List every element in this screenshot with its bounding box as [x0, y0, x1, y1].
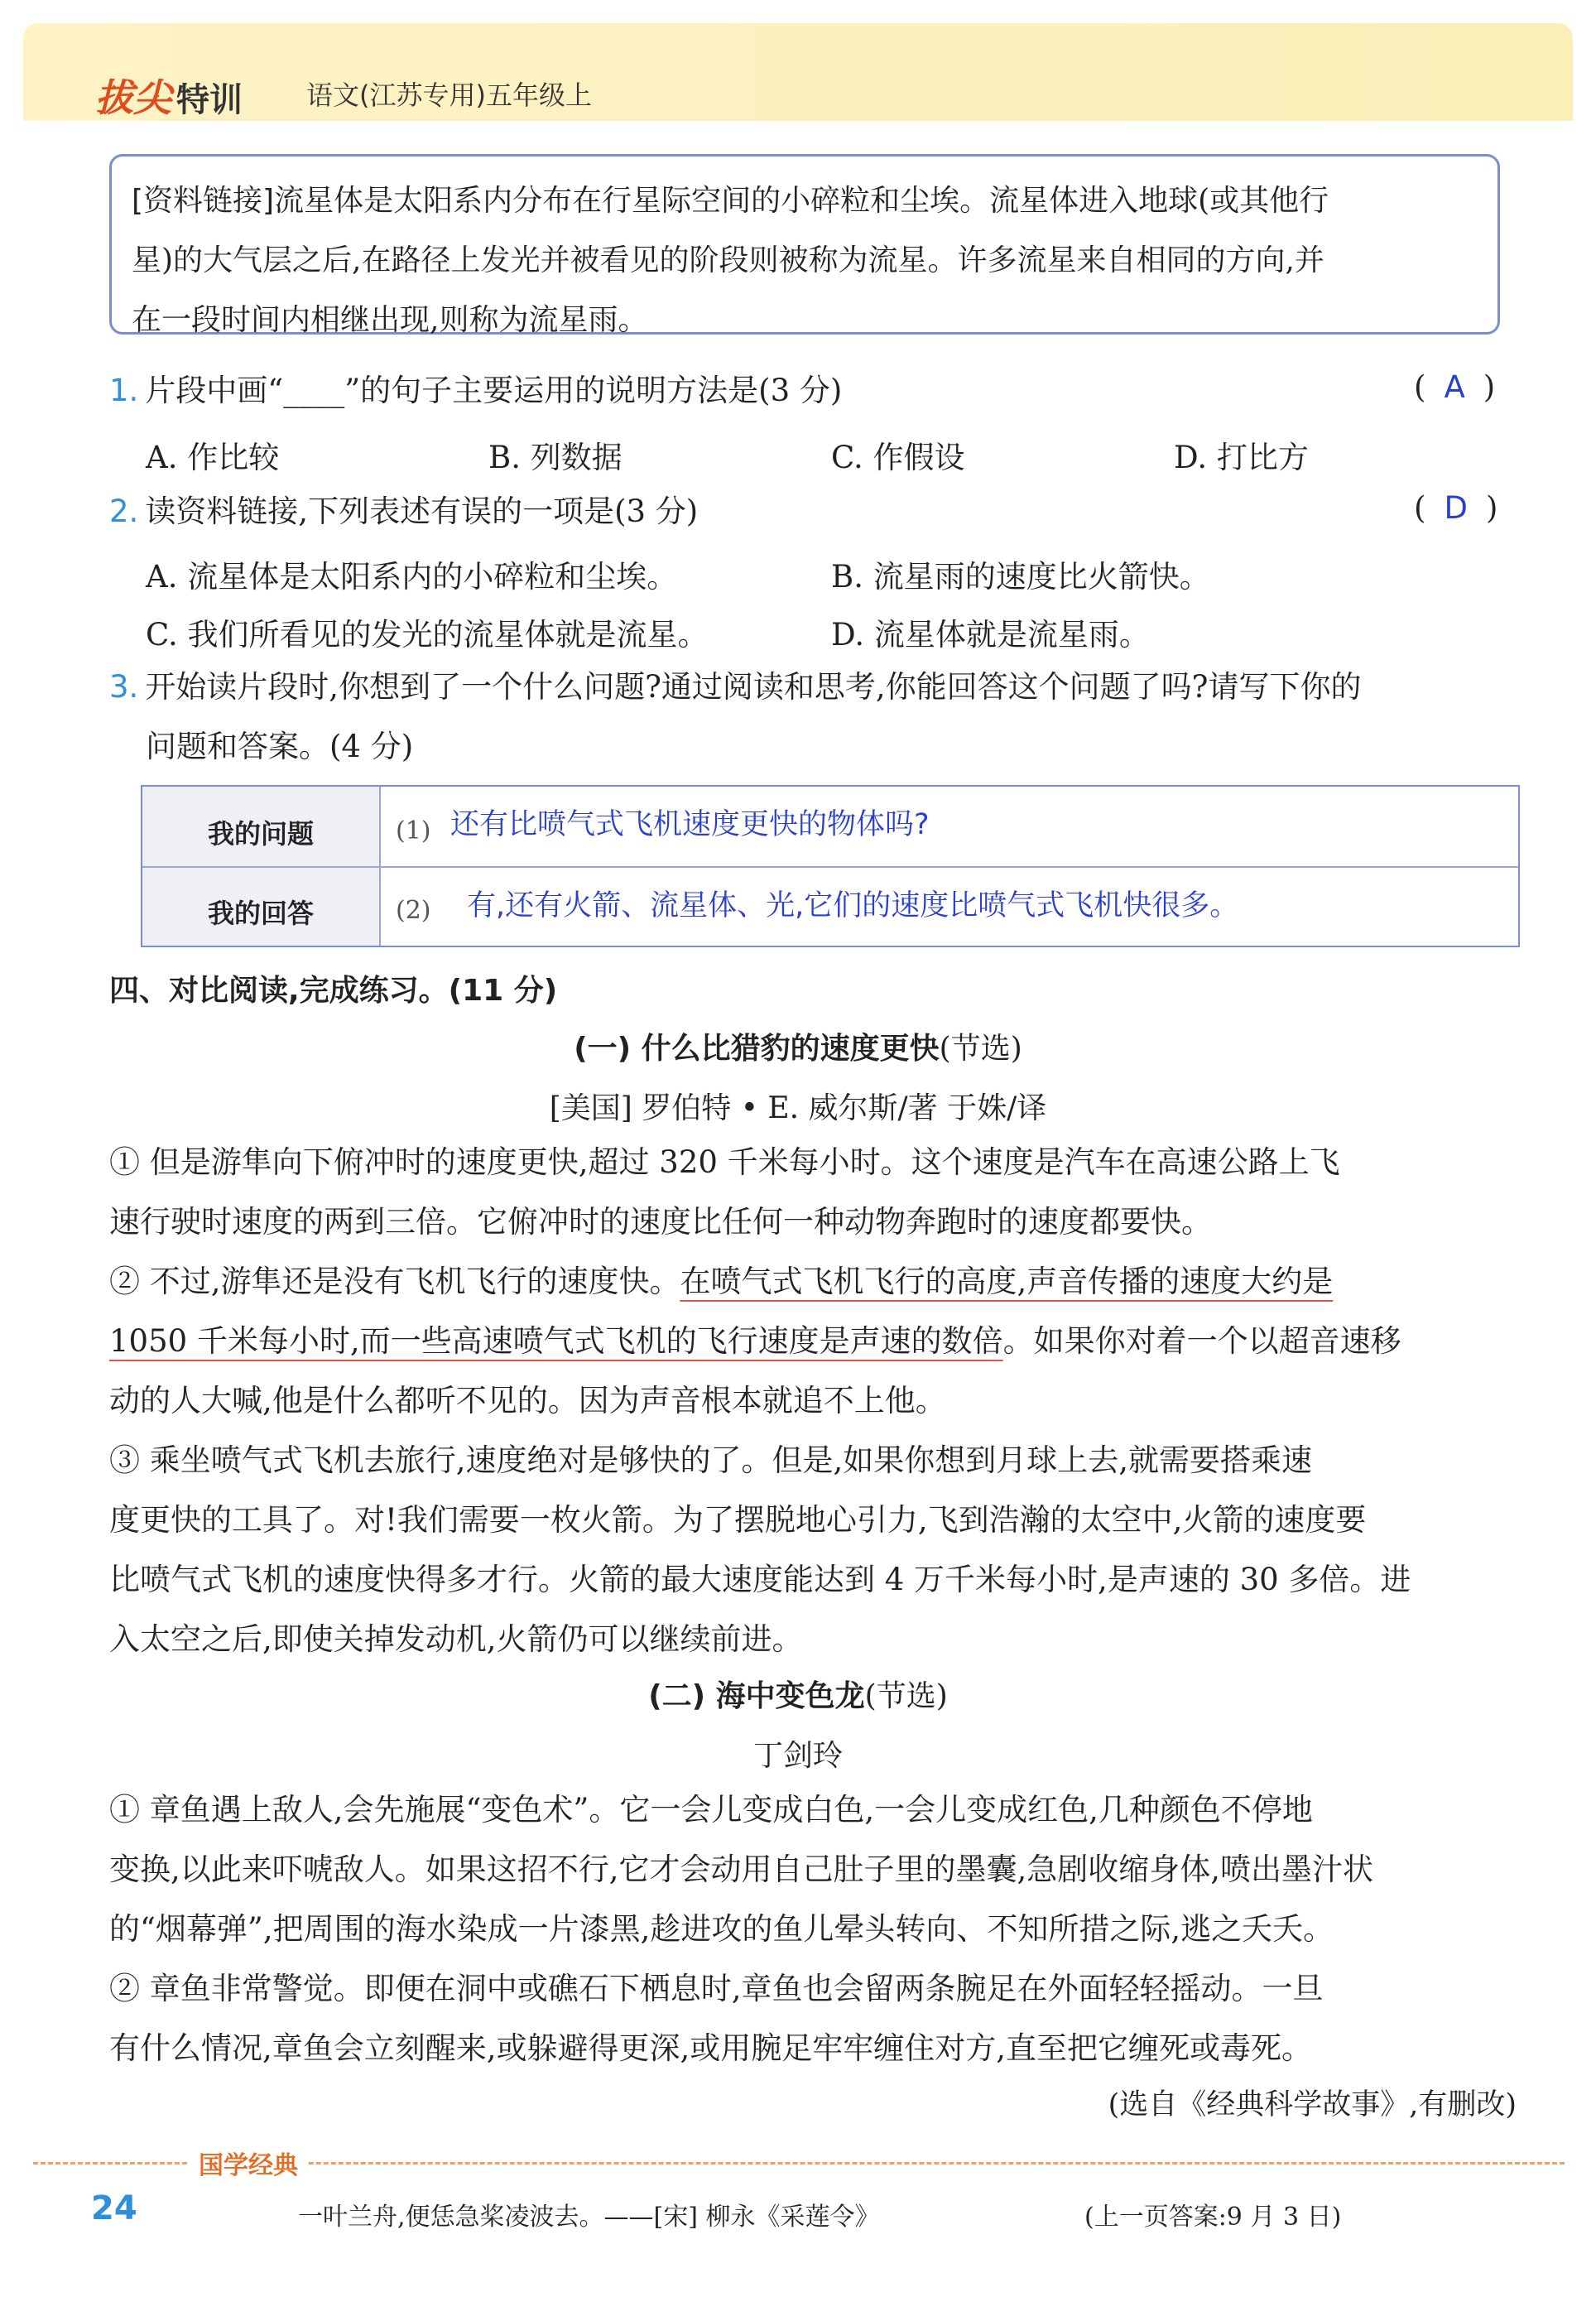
- answer-2: ( D ): [1414, 490, 1498, 526]
- row-number-2: (2): [396, 896, 431, 925]
- passage-1-paragraph-3: ③ 乘坐喷气式飞机去旅行,速度绝对是够快的了。但是,如果你想到月球上去,就需要搭乘速 度更快的工具了。对!我们需要一枚火箭。为了摆脱地心引力,飞到浩瀚的太空中,火箭的速度要 比喷气式飞机的速度快得多才行。火箭的最大速度能达到 4 万千米每小时,是声速的 30 多倍。进 入太空之后,即使关掉发动机,火箭仍可以继续前进。: [109, 1442, 1411, 1657]
- option-2d: D. 流星体就是流星雨。: [831, 617, 1150, 653]
- passage-1-title: (一) 什么比猎豹的速度更快(节选): [574, 1032, 1022, 1066]
- link-tag: [资料链接]: [132, 184, 275, 218]
- question-number: 1.: [109, 373, 139, 408]
- passage-1-author: [美国] 罗伯特 • E. 威尔斯/著 于姝/译: [549, 1091, 1047, 1125]
- footer-quote: 一叶兰舟,便恁急桨凌波去。——[宋] 柳永《采莲令》: [298, 2203, 880, 2232]
- section-4-title: 四、对比阅读,完成练习。(11 分): [109, 974, 558, 1008]
- underlined-sentence: 1050 千米每小时,而一些高速喷气式飞机的飞行速度是声速的数倍: [109, 1323, 1003, 1359]
- handwritten-question: 还有比喷气式飞机速度更快的物体吗?: [450, 808, 930, 841]
- book-subject: 语文(江苏专用)五年级上: [306, 79, 592, 111]
- row-header-answer: 我的回答: [207, 898, 314, 929]
- brand-part-a: 拔尖: [95, 75, 171, 120]
- answer-1: ( A ): [1414, 369, 1496, 405]
- handwritten-answer: 有,还有火箭、流星体、光,它们的速度比喷气式飞机快很多。: [467, 889, 1239, 922]
- brand-part-b: 特训: [176, 81, 243, 119]
- answer-letter: D: [1444, 490, 1468, 526]
- question-number: 3.: [109, 669, 139, 705]
- question-1: [109, 369, 842, 412]
- question-text: 开始读片段时,你想到了一个什么问题?通过阅读和思考,你能回答这个问题了吗?请写下你的: [145, 669, 1362, 705]
- question-2: [109, 490, 698, 533]
- question-text: 片段中画“____”的句子主要运用的说明方法是(3 分): [145, 373, 843, 408]
- passage-2-paragraph-1: ① 章鱼遇上敌人,会先施展“变色术”。它一会儿变成白色,一会儿变成红色,几种颜色不停地 变换,以此来吓唬敌人。如果这招不行,它才会动用自己肚子里的墨囊,急剧收缩身体,喷出墨汁状 的“烟幕弹”,把周围的海水染成一片漆黑,趁进攻的鱼儿晕头转向、不知所措之际,逃之夭夭。: [109, 1792, 1374, 1947]
- material-link-box: [109, 154, 1500, 335]
- option-1d: D. 打比方: [1174, 440, 1309, 475]
- link-line-3: 在一段时间内相继出现,则称为流星雨。: [132, 303, 648, 337]
- footer-badge: 国学经典: [189, 2145, 308, 2181]
- passage-2-title: (二) 海中变色龙(节选): [648, 1679, 948, 1713]
- page-header: [23, 23, 1573, 121]
- passage-1-paragraph-2: ② 不过,游隼还是没有飞机飞行的速度快。在喷气式飞机飞行的高度,声音传播的速度大约是 1050 千米每小时,而一些高速喷气式飞机的飞行速度是声速的数倍。如果你对着一个以超音速移 动的人大喊,他是什么都听不见的。因为声音根本就追不上他。: [109, 1264, 1401, 1418]
- qa-table: [141, 785, 1520, 947]
- row-header-question: 我的问题: [207, 818, 314, 850]
- option-2c: C. 我们所看见的发光的流星体就是流星。: [146, 617, 709, 653]
- passage-1-paragraph-1: ① 但是游隼向下俯冲时的速度更快,超过 320 千米每小时。这个速度是汽车在高速公路上飞 速行驶时速度的两到三倍。它俯冲时的速度比任何一种动物奔跑时的速度都要快。: [109, 1144, 1340, 1240]
- question-number: 2.: [109, 494, 139, 529]
- underlined-sentence: 在喷气式飞机飞行的高度,声音传播的速度大约是: [680, 1264, 1334, 1299]
- previous-page-answer: (上一页答案:9 月 3 日): [1084, 2203, 1342, 2232]
- page-number: 24: [91, 2189, 137, 2227]
- passage-source: (选自《经典科学故事》,有删改): [1108, 2088, 1517, 2121]
- option-1b: B. 列数据: [488, 440, 623, 475]
- link-line-1: [资料链接]流星体是太阳系内分布在行星际空间的小碎粒和尘埃。流星体进入地球(或其他行: [132, 184, 1329, 218]
- brand-logo: [95, 68, 243, 123]
- row-number-1: (1): [396, 816, 431, 845]
- option-1c: C. 作假设: [831, 440, 965, 475]
- link-line-2: 星)的大气层之后,在路径上发光并被看见的阶段则被称为流星。许多流星来自相同的方向,并: [132, 243, 1324, 277]
- question-text: 读资料链接,下列表述有误的一项是(3 分): [145, 494, 699, 529]
- option-2b: B. 流星雨的速度比火箭快。: [831, 559, 1210, 595]
- passage-2-paragraph-2: ② 章鱼非常警觉。即便在洞中或礁石下栖息时,章鱼也会留两条腕足在外面轻轻摇动。一旦 有什么情况,章鱼会立刻醒来,或躲避得更深,或用腕足牢牢缠住对方,直至把它缠死或毒死。: [109, 1971, 1324, 2066]
- option-2a: A. 流星体是太阳系内的小碎粒和尘埃。: [146, 559, 678, 595]
- passage-2-author: 丁剑玲: [752, 1739, 843, 1773]
- question-3-line-2: 问题和答案。(4 分): [146, 729, 414, 764]
- answer-letter: A: [1444, 369, 1465, 405]
- question-3: [109, 666, 1362, 709]
- option-1a: A. 作比较: [146, 440, 280, 475]
